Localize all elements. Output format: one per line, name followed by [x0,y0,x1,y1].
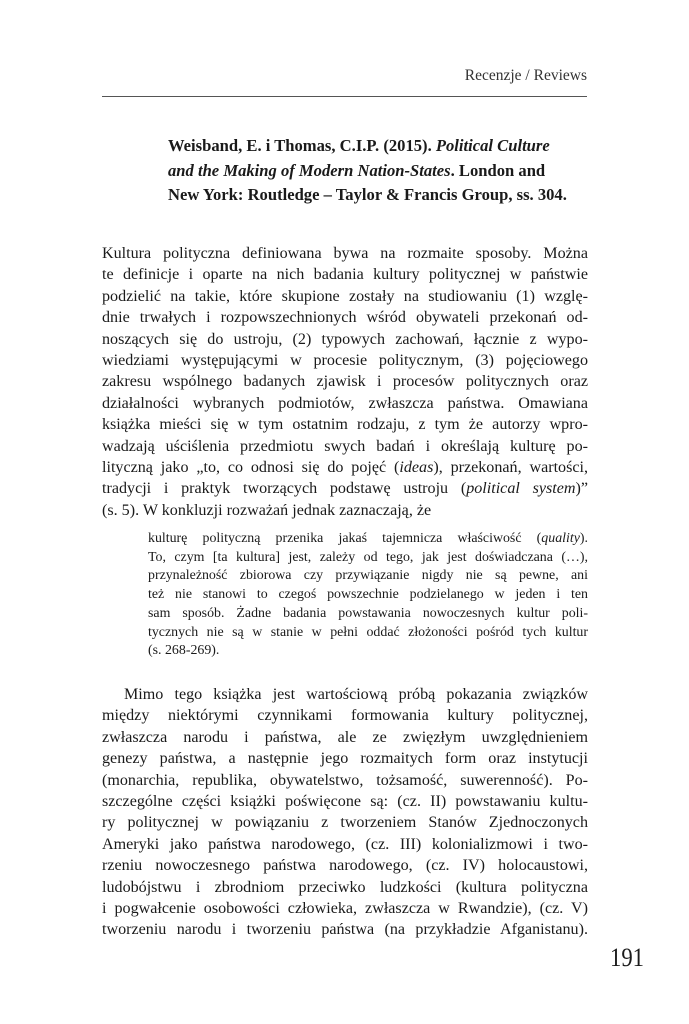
text-line: Ameryki jako państwa narodowego, (cz. III) kolonializmowi i two- [102,835,588,853]
text-line: ludobójstwu i zbrodniom przeciwko ludzkości (kultura polityczna [102,878,588,896]
text-line: wiedziami występującymi w procesie politycznym, (3) pojęciowego [102,352,588,370]
text-line: szczególne części książki poświęcone są: (cz. II) powstawaniu kultu- [102,793,588,811]
text-line: (monarchia, republika, obywatelstwo, tożsamość, suwerenność). Po- [102,771,588,789]
quote-line: To, czym [ta kultura] jest, zależy od tego, jak jest doświadczana (…), [148,549,588,565]
text-line: rzeniu nowoczesnego państwa narodowego, (cz. IV) holocaustowi, [102,857,588,875]
header-rule [102,96,587,97]
text-line: noszących się do ustroju, (2) typowych zachowań, łącznie z wypo- [102,330,588,348]
quote-line: kulturę polityczną przenika jakaś tajemnicza właściwość (quality). [148,531,588,546]
text-line: tradycji i praktyk tworzących podstawę ustroju (political system)” [102,480,588,498]
running-head: Recenzje / Reviews [464,67,587,84]
page-number [610,940,650,974]
body-paragraph-1 [102,243,588,521]
citation-line: Weisband, E. i Thomas, C.I.P. (2015). Political Culture [168,136,550,155]
text-line: książka mieści się w tym ostatnim rodzaju, z tym że autorzy wpro- [102,416,588,434]
quote-line: (s. 268-269). [148,643,220,659]
text-line: dnie trwałych i rozpowszechnionych wśród obywateli przekonań od- [102,309,588,327]
text-line: genezy państwa, a następnie jego rozmaitych form oraz instytucji [102,750,588,768]
text-line: (s. 5). W konkluzji rozważań jednak zaznaczają, że [102,501,432,519]
citation-line: New York: Routledge – Taylor & Francis Group, ss. 304. [168,185,567,204]
text-line: podzielić na takie, które skupione zostały na studiowaniu (1) wzglę- [102,287,588,305]
text-line: wadzają uściślenia przedmiotu swych badań i określają kulturę po- [102,437,588,455]
body-paragraph-2 [102,684,588,941]
text-line: ry politycznej w powiązaniu z tworzeniem Stanów Zjednoczonych [102,814,588,832]
text-line: i pogwałcenie osobowości człowieka, zwłaszcza w Rwandzie), (cz. V) [102,900,588,918]
quote-line: też nie stanowi to czegoś powszechnie podzielanego w jeden i ten [148,587,588,603]
text-line: Mimo tego książka jest wartościową próbą pokazania związków [124,686,588,703]
text-line: te definicje i oparte na nich badania kultury politycznej w państwie [102,266,588,284]
quote-line: tycznych nie są w stanie w pełni oddać złożoności pośród tych kultur [148,624,588,640]
book-citation [168,134,588,208]
citation-line: and the Making of Modern Nation-States. London and [168,160,546,180]
text-line: Kultura polityczna definiowana bywa na rozmaite sposoby. Można [102,245,588,262]
block-quote [148,530,588,661]
text-line: tworzeniu narodu i tworzeniu państwa (na przykładzie Afganistanu). [102,921,588,939]
text-line: działalności wybranych podmiotów, zwłaszcza państwa. Omawiana [102,394,588,412]
text-line: lityczną jako „to, co odnosi się do pojęć (ideas), przekonań, wartości, [102,459,588,477]
text-line: zwłaszcza narodu i państwa, ale ze zwięzłym uwzględnieniem [102,728,588,746]
quote-line: przynależność zbiorowa czy przywiązanie nigdy nie są pewne, ani [148,568,588,584]
quote-line: sam sposób. Żadne badania powstawania nowoczesnych kultur poli- [148,605,588,621]
text-line: między niektórymi czynnikami formowania kultury politycznej, [102,707,588,725]
text-line: zakresu wspólnego badanych zjawisk i procesów politycznych oraz [102,373,588,391]
page-number-text: 191 [610,943,644,972]
